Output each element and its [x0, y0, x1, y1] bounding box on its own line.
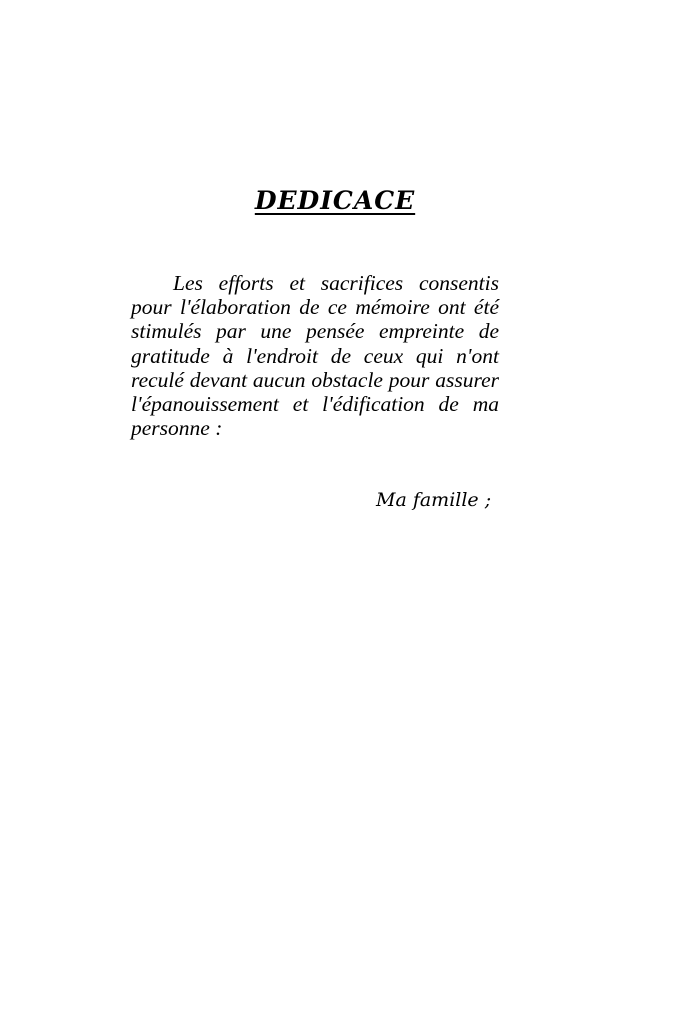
- page-title: DEDICACE: [254, 186, 416, 215]
- dedication-paragraph: Les efforts et sacrifices consentis pour l'élaboration de ce mémoire ont été stimulés par une pensée empreinte de gratitude à l'endroit de ceux qui n'ont reculé devant aucun obstacle pour assurer l'épanouissement et l'édification de ma personne :: [131, 271, 499, 441]
- signature: Ma famille ;: [376, 489, 492, 511]
